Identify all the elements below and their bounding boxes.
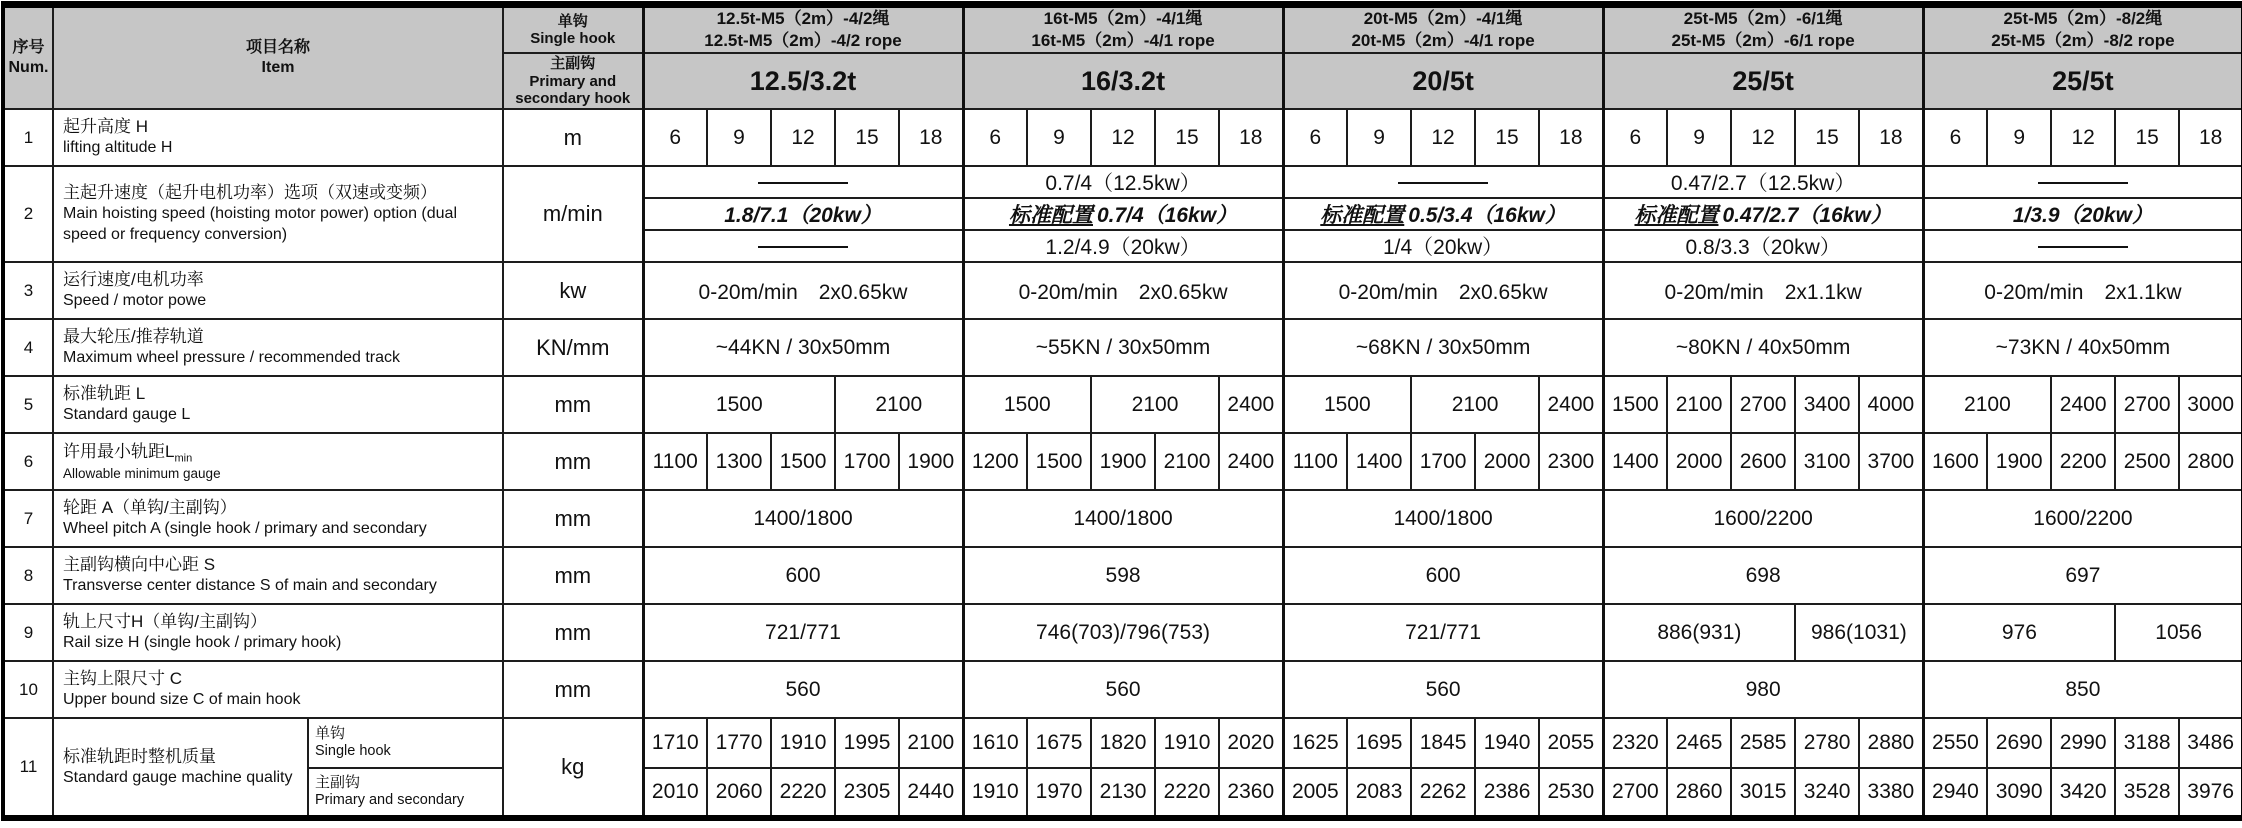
value-cell: 3420 <box>2051 768 2115 818</box>
value-cell: 980 <box>1603 661 1923 718</box>
item-cell <box>53 547 503 604</box>
value-cell: ~44KN / 30x50mm <box>643 319 963 376</box>
value-cell: 6 <box>643 109 707 166</box>
value-cell: 2990 <box>2051 718 2115 768</box>
table-row <box>3 376 2242 433</box>
value-cell: 0.8/3.3（20kw） <box>1603 230 1923 262</box>
value-cell: 2360 <box>1219 768 1283 818</box>
table-row <box>3 718 2242 768</box>
value-cell: 15 <box>1795 109 1859 166</box>
value-cell: 9 <box>1667 109 1731 166</box>
item-label-en: Maximum wheel pressure / recommended track <box>63 349 401 367</box>
value-cell: 600 <box>1283 547 1603 604</box>
value-cell: 12 <box>2051 109 2115 166</box>
value-cell: 0-20m/min 2x1.1kw <box>1923 262 2242 319</box>
item-label-zh: 许用最小轨距$L_{min}$ <box>63 441 193 464</box>
value-cell: 746(703)/796(753) <box>963 604 1283 661</box>
value-cell: 0-20m/min 2x0.65kw <box>643 262 963 319</box>
table-row <box>3 262 2242 319</box>
value-cell: 1.8/7.1（20kw） <box>643 198 963 230</box>
group-capacity-3: 20/5t <box>1283 53 1603 109</box>
value-cell: 6 <box>963 109 1027 166</box>
value-cell: 1500 <box>771 433 835 490</box>
value-cell: 2386 <box>1475 768 1539 818</box>
crane-spec-table <box>1 1 2242 821</box>
value-cell: 0-20m/min 2x0.65kw <box>1283 262 1603 319</box>
value-cell: 1995 <box>835 718 899 768</box>
value-cell: 2500 <box>2115 433 2179 490</box>
value-cell: 1056 <box>2115 604 2242 661</box>
value-cell: 15 <box>1475 109 1539 166</box>
value-cell: 2550 <box>1923 718 1987 768</box>
hook-sub-label-zh: 单钩 <box>315 725 346 743</box>
value-cell: 1400 <box>1603 433 1667 490</box>
value-cell: 2700 <box>1731 376 1795 433</box>
dash-placeholder <box>758 246 848 248</box>
dash-placeholder <box>758 182 848 184</box>
value-cell: 1700 <box>1411 433 1475 490</box>
value-cell: 1675 <box>1027 718 1091 768</box>
row-number: 6 <box>3 433 53 490</box>
value-cell: 2220 <box>771 768 835 818</box>
hook-sub-label <box>308 768 503 818</box>
value-cell <box>643 230 963 262</box>
row-number: 8 <box>3 547 53 604</box>
value-cell: 3528 <box>2115 768 2179 818</box>
value-cell: 12 <box>1411 109 1475 166</box>
group-5-model-zh: 25t-M5（2m）-8/2绳 <box>2003 9 2163 28</box>
value-cell: 3015 <box>1731 768 1795 818</box>
item-label-en: Upper bound size C of main hook <box>63 691 301 709</box>
value-cell: 3976 <box>2179 768 2242 818</box>
value-cell: 2320 <box>1603 718 1667 768</box>
value-cell: 1600/2200 <box>1923 490 2242 547</box>
value-cell: 18 <box>1219 109 1283 166</box>
value-cell <box>1923 230 2242 262</box>
col-header-single-hook <box>503 5 643 54</box>
hook-sub-label-en: Primary and secondary <box>315 792 465 809</box>
table-row <box>3 490 2242 547</box>
value-cell: 3400 <box>1795 376 1859 433</box>
unit-cell: mm <box>503 661 643 718</box>
group-2-model-en: 16t-M5（2m）-4/1 rope <box>1031 31 1215 51</box>
unit-cell: kg <box>503 718 643 818</box>
value-cell: 2130 <box>1091 768 1155 818</box>
value-cell: 18 <box>2179 109 2242 166</box>
value-cell: 1500 <box>1283 376 1411 433</box>
row-number: 4 <box>3 319 53 376</box>
value-cell: 0.7/4（12.5kw） <box>963 166 1283 198</box>
dash-placeholder <box>2038 182 2128 184</box>
table-row <box>3 604 2242 661</box>
table-row <box>3 433 2242 490</box>
value-cell: 1100 <box>643 433 707 490</box>
value-cell: 1/3.9（20kw） <box>1923 198 2242 230</box>
value-cell: 1.2/4.9（20kw） <box>963 230 1283 262</box>
standard-config-prefix: 标准配置 <box>1320 204 1405 228</box>
value-cell: 18 <box>1859 109 1923 166</box>
spec-table-body <box>3 109 2242 818</box>
unit-cell: kw <box>503 262 643 319</box>
value-cell: 9 <box>1987 109 2051 166</box>
value-cell: 1910 <box>1155 718 1219 768</box>
value-cell: 15 <box>2115 109 2179 166</box>
value-cell: 560 <box>963 661 1283 718</box>
unit-cell: mm <box>503 604 643 661</box>
value-cell: 2700 <box>2115 376 2179 433</box>
dash-placeholder <box>2038 246 2128 248</box>
standard-config-prefix: 标准配置 <box>1008 204 1093 228</box>
item-cell <box>53 376 503 433</box>
value-cell: 18 <box>899 109 963 166</box>
value-cell <box>1283 166 1603 198</box>
value-cell: 1770 <box>707 718 771 768</box>
table-row <box>3 319 2242 376</box>
value-cell: 2400 <box>1539 376 1603 433</box>
value-cell: 1/4（20kw） <box>1283 230 1603 262</box>
value-cell: 2083 <box>1347 768 1411 818</box>
item-label-zh: 运行速度/电机功率 <box>63 270 204 290</box>
table-row <box>3 547 2242 604</box>
value-cell: 9 <box>1027 109 1091 166</box>
value-cell: 3380 <box>1859 768 1923 818</box>
group-4-model-en: 25t-M5（2m）-6/1 rope <box>1671 31 1855 51</box>
item-label-en: Speed / motor powe <box>63 292 207 310</box>
item-cell <box>53 490 503 547</box>
col-header-dual-hook <box>503 53 643 109</box>
item-label-en: lifting altitude H <box>63 139 173 157</box>
value-cell: 1300 <box>707 433 771 490</box>
value-cell: 1900 <box>899 433 963 490</box>
unit-cell: mm <box>503 547 643 604</box>
value-cell: 0-20m/min 2x0.65kw <box>963 262 1283 319</box>
group-1-model-en: 12.5t-M5（2m）-4/2 rope <box>704 31 902 51</box>
value-cell: 2100 <box>835 376 963 433</box>
value-cell: 1625 <box>1283 718 1347 768</box>
value-cell: 1400/1800 <box>1283 490 1603 547</box>
item-cell <box>53 604 503 661</box>
col-header-num-zh: 序号 <box>12 39 45 57</box>
group-header-3 <box>1283 5 1603 54</box>
value-cell: 2055 <box>1539 718 1603 768</box>
value-cell: 2020 <box>1219 718 1283 768</box>
item-label-zh: 起升高度 H <box>63 117 148 137</box>
item-label-zh: 轨上尺寸H（单钩/主副钩） <box>63 612 267 632</box>
value-cell: 1900 <box>1987 433 2051 490</box>
item-label-en: Allowable minimum gauge <box>63 466 221 482</box>
value-cell: 1500 <box>963 376 1091 433</box>
group-header-5 <box>1923 5 2242 54</box>
hook-sub-label <box>308 718 503 768</box>
value-cell: 2220 <box>1155 768 1219 818</box>
single-hook-en: Single hook <box>530 30 616 48</box>
value-cell: 2100 <box>1923 376 2051 433</box>
group-4-model-zh: 25t-M5（2m）-6/1绳 <box>1683 9 1843 28</box>
value-cell: 986(1031) <box>1795 604 1923 661</box>
unit-cell: m/min <box>503 166 643 262</box>
value-cell: 1900 <box>1091 433 1155 490</box>
group-2-model-zh: 16t-M5（2m）-4/1绳 <box>1043 9 1203 28</box>
unit-cell: KN/mm <box>503 319 643 376</box>
value-cell: 1500 <box>1603 376 1667 433</box>
table-header <box>3 5 2242 110</box>
group-3-model-en: 20t-M5（2m）-4/1 rope <box>1351 31 1535 51</box>
value-cell: 1970 <box>1027 768 1091 818</box>
value-cell: 2530 <box>1539 768 1603 818</box>
value-cell: 9 <box>707 109 771 166</box>
value-cell: 1910 <box>963 768 1027 818</box>
group-header-2 <box>963 5 1283 54</box>
group-capacity-5: 25/5t <box>1923 53 2242 109</box>
value-cell: 2005 <box>1283 768 1347 818</box>
value-cell: 6 <box>1283 109 1347 166</box>
group-1-model-zh: 12.5t-M5（2m）-4/2绳 <box>716 9 890 28</box>
row-number: 1 <box>3 109 53 166</box>
value-cell: 2940 <box>1923 768 1987 818</box>
value-cell: 1940 <box>1475 718 1539 768</box>
value-cell: ~80KN / 40x50mm <box>1603 319 1923 376</box>
item-cell <box>53 166 503 262</box>
value-cell: 560 <box>1283 661 1603 718</box>
group-3-model-zh: 20t-M5（2m）-4/1绳 <box>1363 9 1523 28</box>
value-cell: ~68KN / 30x50mm <box>1283 319 1603 376</box>
row-number: 7 <box>3 490 53 547</box>
group-capacity-1: 12.5/3.2t <box>643 53 963 109</box>
item-label-en: Rail size H (single hook / primary hook) <box>63 634 342 652</box>
value-cell: 4000 <box>1859 376 1923 433</box>
item-cell <box>53 262 503 319</box>
value-cell: 2000 <box>1475 433 1539 490</box>
value-cell: 3188 <box>2115 718 2179 768</box>
hook-sub-label-en: Single hook <box>315 743 391 760</box>
value-cell: 6 <box>1923 109 1987 166</box>
item-cell <box>53 718 308 818</box>
value-cell: ~55KN / 30x50mm <box>963 319 1283 376</box>
value-cell <box>1923 166 2242 198</box>
value-cell: 2100 <box>1667 376 1731 433</box>
item-label-zh: 标准轨距 L <box>63 384 146 404</box>
item-label-en: Main hoisting speed (hoisting motor power) option (dual speed or frequency conversion) <box>63 205 457 244</box>
value-cell: ~73KN / 40x50mm <box>1923 319 2242 376</box>
value-cell: 2100 <box>899 718 963 768</box>
value-cell: 1700 <box>835 433 899 490</box>
value-cell: 标准配置 0.7/4（16kw） <box>963 198 1283 230</box>
value-cell: 2000 <box>1667 433 1731 490</box>
value-cell: 2400 <box>2051 376 2115 433</box>
value-cell: 18 <box>1539 109 1603 166</box>
value-cell: 976 <box>1923 604 2115 661</box>
value-cell: 15 <box>1155 109 1219 166</box>
unit-cell: mm <box>503 490 643 547</box>
hook-sub-label-zh: 主副钩 <box>315 774 361 792</box>
value-cell: 9 <box>1347 109 1411 166</box>
item-label-zh: 主钩上限尺寸 C <box>63 669 182 689</box>
value-cell: 3700 <box>1859 433 1923 490</box>
value-cell: 1600 <box>1923 433 1987 490</box>
item-label-zh: 主起升速度（起升电机功率）选项（双速或变频） <box>63 183 437 203</box>
value-cell: 2400 <box>1219 433 1283 490</box>
value-cell: 1610 <box>963 718 1027 768</box>
value-cell: 2100 <box>1091 376 1219 433</box>
value-cell: 560 <box>643 661 963 718</box>
group-5-model-en: 25t-M5（2m）-8/2 rope <box>1991 31 2175 51</box>
item-cell <box>53 109 503 166</box>
value-cell: 3486 <box>2179 718 2242 768</box>
value-cell: 0.47/2.7（12.5kw） <box>1603 166 1923 198</box>
col-header-item-en: Item <box>261 59 295 77</box>
row-number: 5 <box>3 376 53 433</box>
value-cell: 标准配置 0.47/2.7（16kw） <box>1603 198 1923 230</box>
value-cell: 850 <box>1923 661 2242 718</box>
value-cell: 3000 <box>2179 376 2242 433</box>
value-cell: 2860 <box>1667 768 1731 818</box>
value-cell: 3240 <box>1795 768 1859 818</box>
col-header-item-zh: 项目名称 <box>246 39 311 57</box>
value-cell: 2465 <box>1667 718 1731 768</box>
value-cell: 2010 <box>643 768 707 818</box>
row-number: 2 <box>3 166 53 262</box>
value-cell: 1695 <box>1347 718 1411 768</box>
value-cell <box>643 166 963 198</box>
value-cell: 1600/2200 <box>1603 490 1923 547</box>
value-cell: 1500 <box>643 376 835 433</box>
col-header-num-en: Num. <box>8 59 49 77</box>
table-row <box>3 109 2242 166</box>
value-cell: 2300 <box>1539 433 1603 490</box>
dual-hook-en: Primary and secondary hook <box>515 72 631 107</box>
unit-cell: mm <box>503 376 643 433</box>
value-cell: 1400 <box>1347 433 1411 490</box>
value-cell: 2262 <box>1411 768 1475 818</box>
row-number: 3 <box>3 262 53 319</box>
value-cell: 2780 <box>1795 718 1859 768</box>
unit-cell: m <box>503 109 643 166</box>
item-label-en: Wheel pitch A (single hook / primary and secondary <box>63 520 427 538</box>
table-row <box>3 768 2242 818</box>
value-cell: 1400/1800 <box>963 490 1283 547</box>
item-cell <box>53 433 503 490</box>
item-label-zh: 最大轮压/推荐轨道 <box>63 327 204 347</box>
item-label-en: Transverse center distance S of main and secondary <box>63 577 437 595</box>
item-label-en: Standard gauge machine quality <box>63 768 293 786</box>
dual-hook-zh: 主副钩 <box>550 55 596 73</box>
value-cell: 598 <box>963 547 1283 604</box>
value-cell: 1845 <box>1411 718 1475 768</box>
value-cell: 1820 <box>1091 718 1155 768</box>
value-cell: 1200 <box>963 433 1027 490</box>
value-cell: 12 <box>771 109 835 166</box>
col-header-item <box>53 5 503 110</box>
value-cell: 2600 <box>1731 433 1795 490</box>
value-cell: 1910 <box>771 718 835 768</box>
item-label-zh: 主副钩横向中心距 S <box>63 555 216 575</box>
value-cell: 1400/1800 <box>643 490 963 547</box>
item-label-zh: 轮距 A（单钩/主副钩） <box>63 498 237 518</box>
item-label-en: Standard gauge L <box>63 406 191 424</box>
table-row <box>3 661 2242 718</box>
value-cell: 721/771 <box>1283 604 1603 661</box>
value-cell: 12 <box>1731 109 1795 166</box>
group-header-4 <box>1603 5 1923 54</box>
value-cell: 2440 <box>899 768 963 818</box>
value-cell: 2800 <box>2179 433 2242 490</box>
value-cell: 15 <box>835 109 899 166</box>
value-cell: 3100 <box>1795 433 1859 490</box>
unit-cell: mm <box>503 433 643 490</box>
group-capacity-2: 16/3.2t <box>963 53 1283 109</box>
col-header-num <box>3 5 53 110</box>
value-cell: 2700 <box>1603 768 1667 818</box>
group-header-1 <box>643 5 963 54</box>
row-number: 10 <box>3 661 53 718</box>
value-cell: 2060 <box>707 768 771 818</box>
row-number: 11 <box>3 718 53 818</box>
value-cell: 12 <box>1091 109 1155 166</box>
value-cell: 3090 <box>1987 768 2051 818</box>
dash-placeholder <box>1398 182 1488 184</box>
value-cell: 2305 <box>835 768 899 818</box>
value-cell: 1500 <box>1027 433 1091 490</box>
value-cell: 标准配置 0.5/3.4（16kw） <box>1283 198 1603 230</box>
item-cell <box>53 661 503 718</box>
single-hook-zh: 单钩 <box>557 12 588 30</box>
standard-config-prefix: 标准配置 <box>1634 204 1719 228</box>
value-cell: 721/771 <box>643 604 963 661</box>
value-cell: 698 <box>1603 547 1923 604</box>
value-cell: 2880 <box>1859 718 1923 768</box>
value-cell: 600 <box>643 547 963 604</box>
item-label-zh: 标准轨距时整机质量 <box>63 746 216 766</box>
value-cell: 2200 <box>2051 433 2115 490</box>
value-cell: 2400 <box>1219 376 1283 433</box>
value-cell: 1710 <box>643 718 707 768</box>
value-cell: 2690 <box>1987 718 2051 768</box>
value-cell: 1100 <box>1283 433 1347 490</box>
value-cell: 697 <box>1923 547 2242 604</box>
table-row <box>3 166 2242 198</box>
value-cell: 886(931) <box>1603 604 1795 661</box>
item-cell <box>53 319 503 376</box>
value-cell: 2100 <box>1155 433 1219 490</box>
row-number: 9 <box>3 604 53 661</box>
group-capacity-4: 25/5t <box>1603 53 1923 109</box>
value-cell: 2585 <box>1731 718 1795 768</box>
value-cell: 2100 <box>1411 376 1539 433</box>
value-cell: 6 <box>1603 109 1667 166</box>
value-cell: 0-20m/min 2x1.1kw <box>1603 262 1923 319</box>
